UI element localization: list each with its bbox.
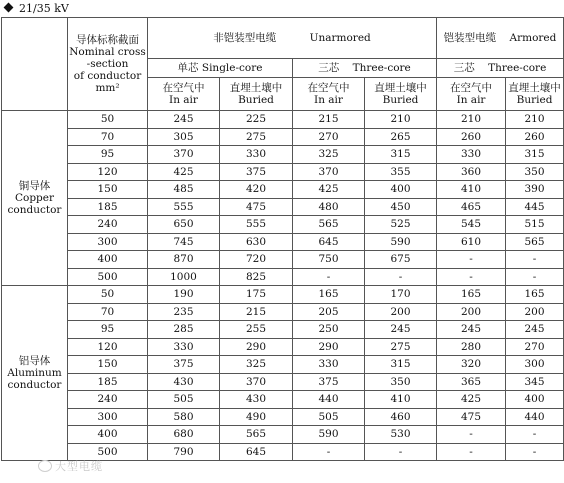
conductor-label-en: conductor <box>7 379 62 391</box>
ampacity-cell: 370 <box>148 146 220 164</box>
ampacity-cell: 165 <box>293 286 365 304</box>
section-size-cell: 300 <box>68 408 148 426</box>
ampacity-cell: 645 <box>293 233 365 251</box>
ampacity-cell: 200 <box>506 303 564 321</box>
ampacity-cell: 410 <box>437 181 506 199</box>
ampacity-cell: 645 <box>220 443 293 461</box>
ampacity-cell: 350 <box>365 373 437 391</box>
ampacity-cell: 460 <box>365 408 437 426</box>
ampacity-cell: 1000 <box>148 268 220 286</box>
ampacity-cell: 565 <box>220 426 293 444</box>
ampacity-cell: 630 <box>220 233 293 251</box>
in-air-zh: 在空气中 <box>162 82 205 94</box>
ampacity-cell: 300 <box>506 356 564 374</box>
ampacity-cell: 440 <box>293 391 365 409</box>
unarmored-header-en: Unarmored <box>309 32 371 44</box>
buried-zh: 直埋土壤中 <box>229 82 283 94</box>
ampacity-cell: 545 <box>437 216 506 234</box>
ampacity-cell: 210 <box>506 111 564 129</box>
ampacity-cell: - <box>437 251 506 269</box>
buried-header <box>365 78 437 111</box>
ampacity-cell: - <box>437 443 506 461</box>
ampacity-cell: 205 <box>293 303 365 321</box>
ampacity-cell: 200 <box>365 303 437 321</box>
ampacity-cell: 245 <box>148 111 220 129</box>
buried-en: Buried <box>238 94 274 106</box>
ampacity-cell: 680 <box>148 426 220 444</box>
section-size-cell: 70 <box>68 303 148 321</box>
ampacity-cell: - <box>506 268 564 286</box>
table-row <box>2 163 564 181</box>
ampacity-cell: 590 <box>365 233 437 251</box>
conductor-label-zh: 铜导体 <box>18 180 51 192</box>
ampacity-cell: 430 <box>148 373 220 391</box>
ampacity-cell: 505 <box>293 408 365 426</box>
ampacity-cell: 530 <box>365 426 437 444</box>
ampacity-cell: 320 <box>437 356 506 374</box>
three-core-zh: 三芯 <box>453 62 475 74</box>
table-row <box>2 128 564 146</box>
ampacity-cell: 555 <box>220 216 293 234</box>
table-row <box>2 286 564 304</box>
in-air-zh: 在空气中 <box>307 82 350 94</box>
ampacity-cell: 330 <box>293 356 365 374</box>
table-row <box>2 181 564 199</box>
table-row <box>2 391 564 409</box>
ampacity-cell: 345 <box>506 373 564 391</box>
section-size-cell: 185 <box>68 373 148 391</box>
ampacity-cell: - <box>293 268 365 286</box>
ampacity-cell: 305 <box>148 128 220 146</box>
ampacity-cell: 250 <box>293 321 365 339</box>
ampacity-cell: - <box>365 443 437 461</box>
diamond-bullet-icon <box>4 3 14 13</box>
ampacity-cell: 450 <box>365 198 437 216</box>
ampacity-cell: 565 <box>506 233 564 251</box>
watermark-text: 大型电缆 <box>55 460 103 473</box>
ampacity-cell: 210 <box>365 111 437 129</box>
unarmored-header <box>148 18 437 59</box>
ampacity-cell: - <box>506 443 564 461</box>
section-size-cell: 185 <box>68 198 148 216</box>
ampacity-cell: 275 <box>365 338 437 356</box>
ampacity-cell: 745 <box>148 233 220 251</box>
section-size-cell: 240 <box>68 391 148 409</box>
ampacity-cell: 400 <box>506 391 564 409</box>
ampacity-cell: - <box>506 251 564 269</box>
section-size-cell: 120 <box>68 338 148 356</box>
ampacity-cell: 525 <box>365 216 437 234</box>
table-row <box>2 356 564 374</box>
section-header-en-3: of conductor <box>73 70 142 82</box>
ampacity-cell: 490 <box>220 408 293 426</box>
table-row <box>2 216 564 234</box>
ampacity-cell: 475 <box>220 198 293 216</box>
ampacity-cell: 265 <box>365 128 437 146</box>
section-size-cell: 50 <box>68 286 148 304</box>
table-row <box>2 251 564 269</box>
ampacity-cell: 290 <box>220 338 293 356</box>
conductor-group-label <box>2 286 68 461</box>
ampacity-cell: 200 <box>437 303 506 321</box>
three-core-zh: 三芯 <box>318 62 340 74</box>
header-corner-cell <box>2 18 68 111</box>
table-row <box>2 373 564 391</box>
ampacity-cell: 165 <box>506 286 564 304</box>
ampacity-cell: 225 <box>220 111 293 129</box>
section-size-cell: 240 <box>68 216 148 234</box>
table-row <box>2 146 564 164</box>
table-row <box>2 426 564 444</box>
ampacity-cell: - <box>293 443 365 461</box>
ampacity-cell: 245 <box>365 321 437 339</box>
table-caption <box>2 2 69 16</box>
ampacity-cell: 485 <box>148 181 220 199</box>
buried-zh: 直埋土壤中 <box>508 82 561 94</box>
ampacity-cell: - <box>506 426 564 444</box>
table-row <box>2 111 564 129</box>
watermark-logo-icon <box>38 460 52 472</box>
section-size-cell: 95 <box>68 321 148 339</box>
conductor-label-en: conductor <box>7 204 62 216</box>
ampacity-cell: 590 <box>293 426 365 444</box>
in-air-header <box>293 78 365 111</box>
table-row <box>2 408 564 426</box>
ampacity-cell: 445 <box>506 198 564 216</box>
ampacity-cell: 425 <box>148 163 220 181</box>
ampacity-cell: 190 <box>148 286 220 304</box>
ampacity-cell: 580 <box>148 408 220 426</box>
voltage-rating: 21/35 kV <box>19 2 69 15</box>
ampacity-cell: 390 <box>506 181 564 199</box>
ampacity-cell: 565 <box>293 216 365 234</box>
ampacity-cell: 440 <box>506 408 564 426</box>
single-core-header <box>148 59 293 78</box>
table-row <box>2 303 564 321</box>
in-air-en: In air <box>314 94 343 106</box>
ampacity-cell: 750 <box>293 251 365 269</box>
ampacity-cell: 260 <box>437 128 506 146</box>
ampacity-cell: 375 <box>293 373 365 391</box>
ampacity-cell: - <box>365 268 437 286</box>
section-size-cell: 70 <box>68 128 148 146</box>
ampacity-cell: 315 <box>506 146 564 164</box>
section-header-en-1: Nominal cross <box>69 46 146 58</box>
ampacity-cell: 370 <box>293 163 365 181</box>
section-size-cell: 120 <box>68 163 148 181</box>
ampacity-cell: 400 <box>365 181 437 199</box>
ampacity-cell: 255 <box>220 321 293 339</box>
three-core-en: Three-core <box>488 62 547 74</box>
ampacity-cell: 315 <box>365 356 437 374</box>
ampacity-cell: 675 <box>365 251 437 269</box>
section-size-cell: 50 <box>68 111 148 129</box>
section-size-cell: 400 <box>68 251 148 269</box>
section-size-cell: 95 <box>68 146 148 164</box>
section-size-cell: 150 <box>68 181 148 199</box>
ampacity-cell: 315 <box>365 146 437 164</box>
armored-header-zh: 铠装型电缆 <box>443 32 497 44</box>
ampacity-cell: 790 <box>148 443 220 461</box>
ampacity-cell: 210 <box>437 111 506 129</box>
ampacity-cell: - <box>437 268 506 286</box>
ampacity-cell: 360 <box>437 163 506 181</box>
ampacity-cell: 515 <box>506 216 564 234</box>
ampacity-cell: - <box>437 426 506 444</box>
ampacity-cell: 290 <box>293 338 365 356</box>
table-row <box>2 321 564 339</box>
ampacity-cell: 325 <box>293 146 365 164</box>
table-row <box>2 338 564 356</box>
section-size-cell: 300 <box>68 233 148 251</box>
table-row <box>2 198 564 216</box>
ampacity-cell: 235 <box>148 303 220 321</box>
ampacity-cell: 825 <box>220 268 293 286</box>
conductor-label-en: Aluminum <box>7 367 62 379</box>
ampacity-cell: 610 <box>437 233 506 251</box>
ampacity-cell: 870 <box>148 251 220 269</box>
ampacity-cell: 420 <box>220 181 293 199</box>
in-air-en: In air <box>169 94 198 106</box>
ampacity-cell: 505 <box>148 391 220 409</box>
ampacity-cell: 175 <box>220 286 293 304</box>
ampacity-cell: 280 <box>437 338 506 356</box>
ampacity-cell: 330 <box>437 146 506 164</box>
ampacity-cell: 425 <box>437 391 506 409</box>
ampacity-cell: 650 <box>148 216 220 234</box>
ampacity-table <box>1 17 564 461</box>
section-header-zh: 导体标称截面 <box>76 34 139 46</box>
table-row <box>2 268 564 286</box>
buried-en: Buried <box>516 94 553 106</box>
ampacity-cell: 215 <box>293 111 365 129</box>
ampacity-cell: 170 <box>365 286 437 304</box>
ampacity-cell: 465 <box>437 198 506 216</box>
ampacity-cell: 720 <box>220 251 293 269</box>
ampacity-cell: 430 <box>220 391 293 409</box>
ampacity-cell: 330 <box>220 146 293 164</box>
section-size-cell: 500 <box>68 443 148 461</box>
nominal-section-header <box>68 18 148 111</box>
in-air-en: In air <box>456 94 486 106</box>
ampacity-cell: 260 <box>506 128 564 146</box>
ampacity-cell: 365 <box>437 373 506 391</box>
table-row <box>2 233 564 251</box>
section-size-cell: 400 <box>68 426 148 444</box>
conductor-group-label <box>2 111 68 286</box>
ampacity-cell: 245 <box>506 321 564 339</box>
ampacity-cell: 350 <box>506 163 564 181</box>
in-air-zh: 在空气中 <box>450 82 493 94</box>
ampacity-cell: 285 <box>148 321 220 339</box>
ampacity-cell: 245 <box>437 321 506 339</box>
ampacity-cell: 555 <box>148 198 220 216</box>
ampacity-cell: 375 <box>148 356 220 374</box>
ampacity-cell: 325 <box>220 356 293 374</box>
buried-en: Buried <box>382 94 419 106</box>
ampacity-cell: 330 <box>148 338 220 356</box>
in-air-header <box>437 78 506 111</box>
ampacity-cell: 370 <box>220 373 293 391</box>
ampacity-cell: 425 <box>293 181 365 199</box>
section-size-cell: 150 <box>68 356 148 374</box>
section-header-unit: mm² <box>95 82 120 94</box>
three-core-header-unarmored <box>293 59 437 78</box>
buried-zh: 直埋土壤中 <box>374 82 427 94</box>
single-core-zh: 单芯 <box>177 62 199 74</box>
in-air-header <box>148 78 220 111</box>
single-core-en: Single-core <box>201 62 263 74</box>
buried-header <box>506 78 564 111</box>
ampacity-cell: 375 <box>220 163 293 181</box>
ampacity-cell: 165 <box>437 286 506 304</box>
ampacity-cell: 270 <box>506 338 564 356</box>
unarmored-header-zh: 非铠装型电缆 <box>213 32 277 44</box>
ampacity-cell: 475 <box>437 408 506 426</box>
ampacity-cell: 480 <box>293 198 365 216</box>
armored-header-en: Armored <box>509 32 557 44</box>
section-size-cell: 500 <box>68 268 148 286</box>
three-core-en: Three-core <box>352 62 411 74</box>
three-core-header-armored <box>437 59 564 78</box>
buried-header <box>220 78 293 111</box>
ampacity-cell: 410 <box>365 391 437 409</box>
section-header-en-2: -section <box>86 58 129 70</box>
conductor-label-zh: 铝导体 <box>18 355 51 367</box>
ampacity-cell: 270 <box>293 128 365 146</box>
ampacity-cell: 355 <box>365 163 437 181</box>
ampacity-cell: 275 <box>220 128 293 146</box>
conductor-label-en: Copper <box>14 192 55 204</box>
watermark <box>38 458 103 474</box>
ampacity-cell: 215 <box>220 303 293 321</box>
armored-header <box>437 18 564 59</box>
